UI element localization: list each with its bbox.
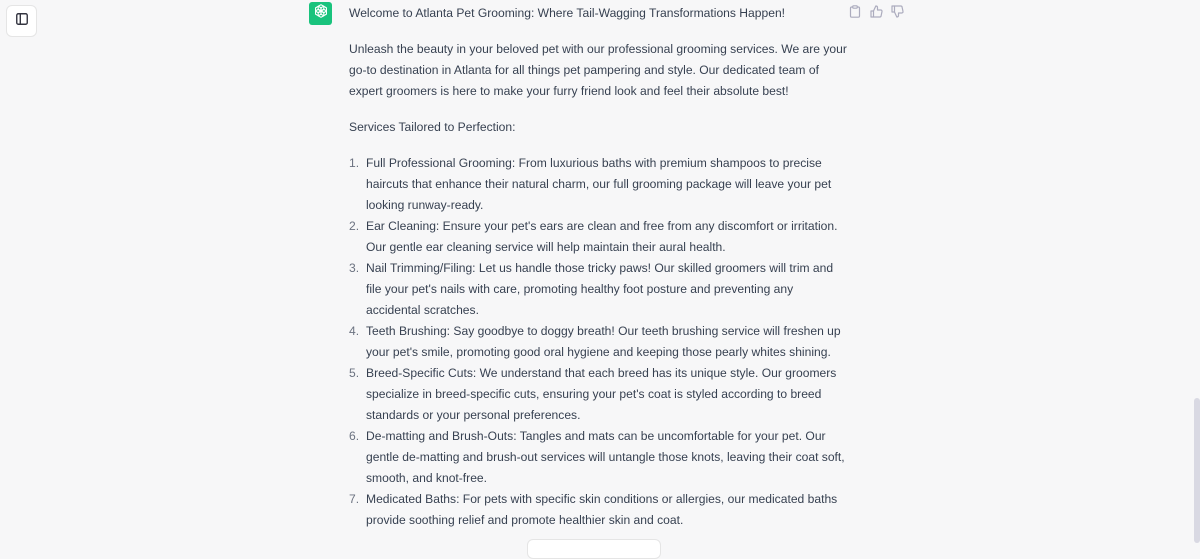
list-item xyxy=(349,258,849,321)
list-item-text: Teeth Brushing: Say goodbye to doggy breath! Our teeth brushing service will freshen up your pet's smile, promoting good oral hygiene and keeping those pearly whites shining. xyxy=(366,324,841,359)
list-item-text: De-matting and Brush-Outs: Tangles and mats can be uncomfortable for your pet. Our gentle de-matting and brush-out services will untangle those knots, leaving their coat soft, smooth, and knot-free. xyxy=(366,429,845,485)
scrollbar-thumb[interactable] xyxy=(1194,398,1200,543)
services-heading: Services Tailored to Perfection: xyxy=(349,120,516,134)
list-item-number: 7. xyxy=(349,492,360,506)
list-item-number: 2. xyxy=(349,219,360,233)
assistant-avatar xyxy=(309,2,332,25)
assistant-message xyxy=(349,3,849,531)
thumbs-down-icon[interactable] xyxy=(890,4,904,18)
message-intro: Unleash the beauty in your beloved pet with our professional grooming services. We are your go-to destination in Atlanta for all things pet pampering and style. Our dedicated team of expert groomers is here to make your furry friend look and feel their absolute best! xyxy=(349,42,847,98)
message-title: Welcome to Atlanta Pet Grooming: Where Tail-Wagging Transformations Happen! xyxy=(349,6,786,20)
list-item-number: 3. xyxy=(349,261,360,275)
regenerate-button[interactable] xyxy=(527,539,661,559)
thumbs-up-icon[interactable] xyxy=(869,4,883,18)
list-item xyxy=(349,153,849,216)
list-item-text: Full Professional Grooming: From luxurious baths with premium shampoos to precise haircuts that enhance their natural charm, our full grooming package will leave your pet looking runway-ready. xyxy=(366,156,832,212)
list-item xyxy=(349,216,849,258)
clipboard-icon[interactable] xyxy=(848,4,862,18)
list-item xyxy=(349,363,849,426)
sidebar-panel-icon xyxy=(16,12,28,30)
sidebar-toggle-button[interactable] xyxy=(6,5,37,37)
list-item-number: 5. xyxy=(349,366,360,380)
list-item-text: Nail Trimming/Filing: Let us handle those tricky paws! Our skilled groomers will trim and file your pet's nails with care, promoting healthy foot posture and preventing any accidental scratches. xyxy=(366,261,834,317)
message-actions xyxy=(848,4,904,18)
list-item-number: 4. xyxy=(349,324,360,338)
openai-logo-icon xyxy=(313,3,329,24)
list-item xyxy=(349,321,849,363)
list-item-number: 6. xyxy=(349,429,360,443)
list-item-text: Medicated Baths: For pets with specific skin conditions or allergies, our medicated baths provide soothing relief and promote healthier skin and coat. xyxy=(366,492,838,527)
list-item xyxy=(349,489,849,531)
list-item-number: 1. xyxy=(349,156,360,170)
services-list xyxy=(349,153,849,531)
list-item-text: Breed-Specific Cuts: We understand that each breed has its unique style. Our groomers specialize in breed-specific cuts, ensuring your pet's coat is styled according to breed standards or your personal preferences. xyxy=(366,366,837,422)
list-item xyxy=(349,426,849,489)
list-item-text: Ear Cleaning: Ensure your pet's ears are clean and free from any discomfort or irritation. Our gentle ear cleaning service will help maintain their aural health. xyxy=(366,219,838,254)
